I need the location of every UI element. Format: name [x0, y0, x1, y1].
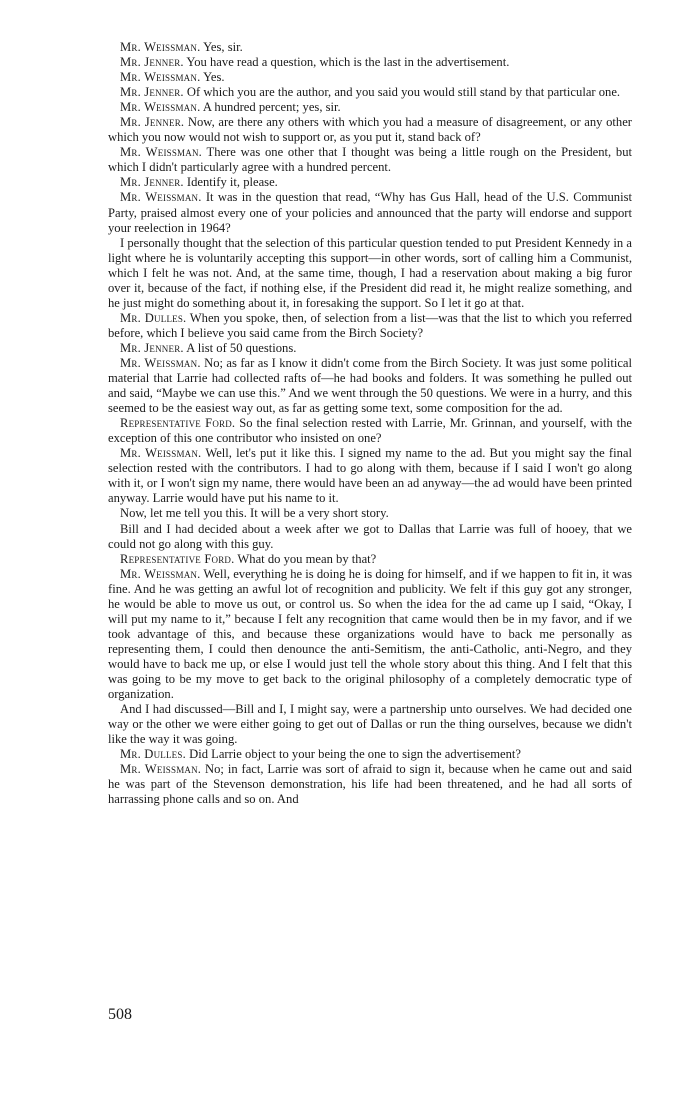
paragraph-text: So the final selection rested with Larrie, Mr. Grinnan, and yourself, with the exception of this one contributor who insisted on one?	[108, 416, 632, 446]
page-number: 508	[108, 1006, 132, 1023]
testimony-paragraph	[108, 341, 632, 356]
paragraph-text: A list of 50 questions.	[183, 340, 297, 355]
speaker-name: Mr. Dulles.	[120, 310, 187, 325]
paragraph-text: There was one other that I thought was being a little rough on the President, but which I didn't particularly agree with a hundred percent.	[108, 145, 632, 175]
speaker-name: Representative Ford.	[120, 551, 235, 566]
paragraph-text: No; in fact, Larrie was sort of afraid to sign it, because when he came out and said he was part of the Stevenson demonstration, his life had been threatened, and he had all sorts of harrassing phone calls and so on. And	[108, 762, 632, 807]
testimony-paragraph	[108, 40, 632, 55]
paragraph-text: And I had discussed—Bill and I, I might say, were a partnership unto ourselves. We had decided one way or the other we were either going to get out of Dallas or run the thing ourselves, because we didn't like the way it was going.	[108, 702, 632, 747]
speaker-name: Mr. Weissman.	[120, 100, 201, 115]
testimony-paragraph	[108, 115, 632, 145]
speaker-name: Mr. Jenner.	[120, 115, 185, 130]
testimony-paragraph	[108, 70, 632, 85]
paragraph-text: When you spoke, then, of selection from a list—was that the list to which you referred before, which I believe you said came from the Birch Society?	[108, 310, 632, 340]
testimony-paragraph	[108, 190, 632, 235]
speaker-name: Mr. Weissman.	[120, 40, 201, 54]
testimony-paragraph	[108, 522, 632, 552]
testimony-text	[108, 40, 632, 807]
speaker-name: Mr. Weissman.	[120, 446, 202, 461]
testimony-paragraph	[108, 236, 632, 311]
speaker-name: Mr. Jenner.	[120, 340, 184, 355]
paragraph-text: Now, let me tell you this. It will be a very short story.	[120, 506, 389, 521]
paragraph-text: Now, are there any others with which you had a measure of disagreement, or any other which you now would not wish to support or, as you put it, stand back of?	[108, 115, 633, 145]
testimony-paragraph	[108, 145, 632, 175]
speaker-name: Mr. Weissman.	[120, 145, 203, 160]
testimony-paragraph	[108, 552, 632, 567]
speaker-name: Mr. Weissman.	[120, 190, 202, 205]
paragraph-text: It was in the question that read, “Why has Gus Hall, head of the U.S. Communist Party, praised almost every one of your policies and announced that the party will endorse and support your reelection in 1964?	[108, 190, 632, 235]
paragraph-text: Identify it, please.	[183, 175, 278, 190]
paragraph-text: A hundred percent; yes, sir.	[200, 100, 341, 115]
paragraph-text: What do you mean by that?	[234, 551, 377, 566]
speaker-name: Mr. Weissman.	[120, 566, 201, 581]
testimony-paragraph	[108, 175, 632, 190]
speaker-name: Mr. Jenner.	[120, 175, 184, 190]
paragraph-text: Of which you are the author, and you said you would still stand by that particular one.	[183, 85, 621, 100]
testimony-paragraph	[108, 567, 632, 702]
testimony-paragraph	[108, 506, 632, 521]
testimony-paragraph	[108, 446, 632, 506]
testimony-paragraph	[108, 55, 632, 70]
testimony-paragraph	[108, 100, 632, 115]
testimony-paragraph	[108, 356, 632, 416]
paragraph-text: You have read a question, which is the last in the advertisement.	[183, 55, 510, 70]
paragraph-text: I personally thought that the selection of this particular question tended to put President Kennedy in a light where he is voluntarily accepting this support—in other words, sort of calling him a Communist, which I felt he was not. And, at the same time, though, I had a reservation about making a big furor over it, because of the fact, if nothing else, if the President did read it, he might realize something, and he just might do something about it, in foresaking the support. So I let it go at that.	[108, 235, 632, 310]
testimony-paragraph	[108, 747, 632, 762]
speaker-name: Representative Ford.	[120, 416, 236, 431]
testimony-paragraph	[108, 416, 632, 446]
paragraph-text: Well, everything he is doing he is doing for himself, and if we happen to fit in, it was fine. And he was getting an awful lot of recognition and publicity. We felt if this guy got any stronger, he would be able to move us out, or control us. So when the idea for the ad came up I said, “Okay, I will put my name to it,” because I felt any recognition that came would then be in my favor, and if we took advantage of this, and because these organizations would have to back me personally as representing them, I could then denounce the anti-Semitism, the anti-Catholic, anti-Negro, and they would have to back me up, or else I would just tell the whole story about this thing. And I felt that this was going to be my move to get back to the original philosophy of a completely democratic type of organization.	[108, 566, 633, 702]
paragraph-text: Yes, sir.	[200, 40, 243, 54]
speaker-name: Mr. Weissman.	[120, 70, 201, 85]
speaker-name: Mr. Dulles.	[120, 747, 186, 762]
speaker-name: Mr. Jenner.	[120, 55, 184, 70]
speaker-name: Mr. Jenner.	[120, 85, 184, 100]
speaker-name: Mr. Weissman.	[120, 762, 202, 777]
speaker-name: Mr. Weissman.	[120, 355, 201, 370]
testimony-paragraph	[108, 311, 632, 341]
paragraph-text: Bill and I had decided about a week after we got to Dallas that Larrie was full of hooey, that we could not go along with this guy.	[108, 521, 632, 551]
paragraph-text: Yes.	[200, 70, 225, 85]
testimony-paragraph	[108, 762, 632, 807]
testimony-paragraph	[108, 702, 632, 747]
testimony-paragraph	[108, 85, 632, 100]
paragraph-text: Did Larrie object to your being the one to sign the advertisement?	[185, 747, 521, 762]
paragraph-text: Well, let's put it like this. I signed my name to the ad. But you might say the final selection rested with the contributors. I had to go along with them, because if I said I won't go along with it, or I won't sign my name, there would have been an ad anyway—the ad would have been printed anyway. Larrie would have put his name to it.	[108, 446, 632, 506]
paragraph-text: No; as far as I know it didn't come from the Birch Society. It was just some political material that Larrie had collected rafts of—he had books and folders. It was something he pulled out and said, “Maybe we can use this.” And we went through the 50 questions. We were in a hurry, and this seemed to be the easiest way out, as far as getting some text, some composition for the ad.	[108, 355, 632, 416]
